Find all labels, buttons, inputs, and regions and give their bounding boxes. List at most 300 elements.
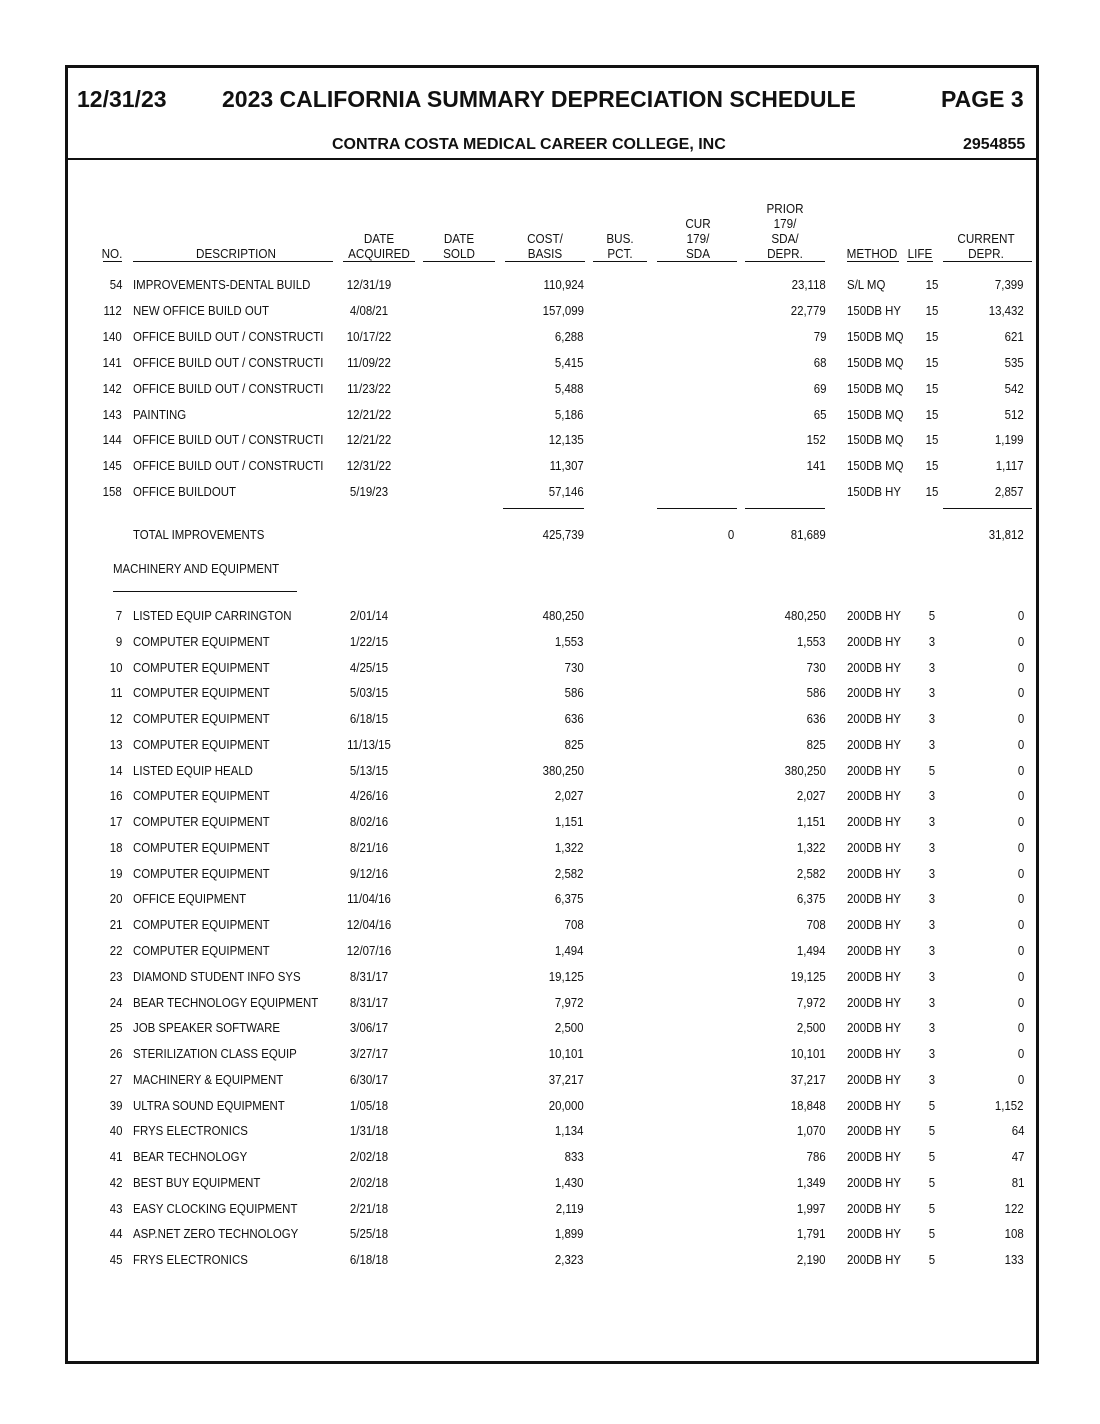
asset-number: 142: [102, 380, 122, 396]
current-depreciation: 81: [1011, 1174, 1024, 1190]
date-acquired: 9/12/16: [349, 865, 389, 881]
asset-life: 3: [928, 968, 936, 984]
cost-basis: 1,430: [555, 1174, 584, 1190]
prior-depreciation: 1,349: [797, 1174, 826, 1190]
prior-depreciation: 23,118: [791, 277, 826, 292]
prior-depreciation: 825: [806, 736, 826, 752]
prior-depreciation: 708: [806, 917, 826, 933]
column-header-underline: [657, 261, 737, 262]
asset-number: 18: [109, 839, 122, 855]
cost-basis: 636: [564, 711, 584, 727]
subtotal-line: [745, 508, 825, 509]
current-depreciation: 0: [1017, 1020, 1024, 1036]
date-acquired: 8/21/16: [349, 839, 389, 855]
depreciation-method: 200DB HY: [847, 1200, 902, 1216]
asset-number: 21: [109, 917, 122, 933]
prior-depreciation: 1,070: [797, 1123, 826, 1139]
asset-number: 40: [109, 1123, 122, 1139]
asset-life: 3: [928, 814, 936, 830]
asset-life: 3: [928, 839, 936, 855]
date-acquired: 6/18/18: [349, 1252, 389, 1268]
asset-life: 3: [928, 788, 936, 804]
cost-basis: 20,000: [549, 1097, 584, 1113]
asset-life: 3: [928, 685, 936, 701]
current-depreciation: 535: [1004, 354, 1024, 370]
date-acquired: 4/08/21: [349, 302, 389, 318]
asset-life: 3: [928, 943, 936, 958]
current-depreciation: 0: [1017, 943, 1024, 958]
cost-basis: 6,288: [555, 328, 584, 344]
asset-life: 3: [928, 891, 936, 907]
depreciation-method: 150DB HY: [847, 484, 902, 500]
depreciation-method: 150DB MQ: [847, 354, 904, 370]
asset-description: OFFICE BUILD OUT / CONSTRUCTI: [133, 458, 324, 474]
page-title: 2023 CALIFORNIA SUMMARY DEPRECIATION SCHEDULE: [222, 86, 856, 112]
current-depreciation: 0: [1017, 711, 1024, 727]
date-acquired: 2/21/18: [349, 1200, 389, 1216]
cost-basis: 10,101: [549, 1046, 584, 1062]
asset-number: 27: [109, 1071, 122, 1087]
current-depreciation: 0: [1017, 788, 1024, 804]
cost-basis: 1,494: [555, 943, 584, 958]
cost-basis: 833: [564, 1149, 584, 1165]
asset-life: 15: [925, 432, 939, 448]
depreciation-method: 200DB HY: [847, 736, 902, 752]
asset-number: 141: [102, 354, 122, 370]
date-acquired: 11/23/22: [347, 380, 391, 396]
asset-life: 3: [928, 633, 936, 649]
prior-depreciation: 141: [806, 458, 826, 474]
prior-depreciation: 480,250: [784, 608, 826, 623]
date-acquired: 11/13/15: [347, 736, 391, 752]
prior-depreciation: 2,582: [797, 865, 826, 881]
date-acquired: 8/31/17: [349, 994, 389, 1010]
depreciation-method: 150DB MQ: [847, 380, 904, 396]
date-acquired: 5/13/15: [349, 762, 389, 778]
depreciation-method: 150DB MQ: [847, 458, 904, 474]
cost-basis: 1,134: [555, 1123, 584, 1139]
asset-life: 3: [928, 659, 936, 675]
asset-description: OFFICE EQUIPMENT: [133, 891, 247, 907]
asset-life: 5: [928, 1149, 936, 1165]
subtotal-line: [943, 508, 1032, 509]
current-depreciation: 0: [1017, 1071, 1024, 1087]
asset-life: 15: [925, 302, 939, 318]
asset-number: 158: [102, 484, 122, 500]
current-depreciation: 1,152: [995, 1097, 1024, 1113]
company-id: 2954855: [963, 136, 1026, 153]
asset-number: 20: [109, 891, 122, 907]
depreciation-method: 200DB HY: [847, 685, 902, 701]
prior-depreciation: 22,779: [791, 302, 826, 318]
prior-depreciation: 10,101: [791, 1046, 826, 1062]
cost-basis: 19,125: [549, 968, 584, 984]
current-depreciation: 0: [1017, 685, 1024, 701]
asset-description: FRYS ELECTRONICS: [133, 1252, 248, 1268]
date-acquired: 12/21/22: [346, 406, 392, 422]
column-header-life: LIFE: [907, 246, 933, 261]
asset-life: 5: [928, 1097, 936, 1113]
asset-description: COMPUTER EQUIPMENT: [133, 865, 270, 881]
asset-description: OFFICE BUILD OUT / CONSTRUCTI: [133, 432, 324, 448]
prior-depreciation: 636: [806, 711, 826, 727]
asset-life: 3: [928, 1020, 936, 1036]
current-depreciation: 0: [1017, 968, 1024, 984]
asset-life: 15: [925, 380, 939, 396]
asset-life: 5: [928, 1200, 936, 1216]
column-header-date-acquired: DATE ACQUIRED: [348, 231, 410, 261]
asset-description: COMPUTER EQUIPMENT: [133, 659, 270, 675]
date-acquired: 5/19/23: [349, 484, 389, 500]
asset-description: COMPUTER EQUIPMENT: [133, 917, 270, 933]
column-header-cur-179: CUR 179/ SDA: [685, 216, 711, 261]
asset-description: BEAR TECHNOLOGY EQUIPMENT: [133, 994, 319, 1010]
column-header-underline: [505, 261, 585, 262]
cost-basis: 380,250: [542, 762, 584, 778]
column-header-underline: [907, 261, 933, 262]
cost-basis: 1,151: [555, 814, 584, 830]
date-acquired: 8/31/17: [349, 968, 389, 984]
depreciation-method: 150DB HY: [847, 302, 902, 318]
current-depreciation: 0: [1017, 917, 1024, 933]
subtotal-line: [503, 508, 584, 509]
asset-life: 3: [928, 736, 936, 752]
prior-depreciation: 1,997: [797, 1200, 826, 1216]
asset-description: COMPUTER EQUIPMENT: [133, 814, 270, 830]
asset-description: OFFICE BUILDOUT: [133, 484, 236, 500]
asset-life: 15: [925, 484, 939, 500]
date-acquired: 1/22/15: [349, 633, 389, 649]
date-acquired: 12/31/19: [346, 277, 392, 292]
depreciation-method: 200DB HY: [847, 633, 902, 649]
depreciation-method: 200DB HY: [847, 1046, 902, 1062]
asset-description: OFFICE BUILD OUT / CONSTRUCTI: [133, 328, 324, 344]
section-heading-underline: [113, 591, 297, 592]
depreciation-method: 150DB MQ: [847, 432, 904, 448]
column-header-no: NO.: [101, 246, 123, 261]
date-acquired: 3/06/17: [349, 1020, 389, 1036]
column-header-underline: [133, 261, 333, 262]
cost-basis: 5,186: [555, 406, 584, 422]
asset-number: 9: [115, 633, 122, 649]
prior-depreciation: 2,027: [797, 788, 826, 804]
asset-number: 11: [110, 685, 122, 701]
asset-life: 3: [928, 994, 936, 1010]
date-acquired: 5/03/15: [349, 685, 389, 701]
depreciation-method: S/L MQ: [847, 277, 886, 292]
cost-basis: 1,322: [555, 839, 584, 855]
prior-depreciation: 2,500: [797, 1020, 826, 1036]
prior-depreciation: 2,190: [797, 1252, 826, 1268]
asset-description: PAINTING: [133, 406, 187, 422]
asset-description: COMPUTER EQUIPMENT: [133, 839, 270, 855]
asset-description: COMPUTER EQUIPMENT: [133, 736, 270, 752]
asset-number: 14: [109, 762, 122, 778]
current-depreciation: 13,432: [989, 302, 1024, 318]
schedule-date: 12/31/23: [77, 86, 167, 112]
date-acquired: 1/31/18: [349, 1123, 389, 1139]
depreciation-method: 200DB HY: [847, 1174, 902, 1190]
column-header-underline: [943, 261, 1032, 262]
current-depreciation: 47: [1011, 1149, 1024, 1165]
asset-life: 5: [928, 1226, 936, 1242]
current-depreciation: 0: [1017, 608, 1024, 623]
total-cur-179: 0: [727, 527, 734, 542]
current-depreciation: 512: [1004, 406, 1024, 422]
depreciation-method: 200DB HY: [847, 891, 902, 907]
asset-number: 54: [109, 277, 122, 292]
date-acquired: 10/17/22: [346, 328, 392, 344]
asset-number: 143: [102, 406, 122, 422]
section-heading-machinery: MACHINERY AND EQUIPMENT: [113, 561, 280, 576]
asset-number: 25: [109, 1020, 122, 1036]
cost-basis: 586: [564, 685, 584, 701]
depreciation-method: 200DB HY: [847, 1149, 902, 1165]
asset-number: 45: [109, 1252, 122, 1268]
asset-life: 3: [928, 1046, 936, 1062]
depreciation-method: 200DB HY: [847, 865, 902, 881]
asset-life: 5: [928, 762, 936, 778]
depreciation-method: 200DB HY: [847, 788, 902, 804]
date-acquired: 12/07/16: [346, 943, 392, 958]
prior-depreciation: 79: [813, 328, 826, 344]
date-acquired: 11/04/16: [347, 891, 391, 907]
company-name: CONTRA COSTA MEDICAL CAREER COLLEGE, INC: [332, 136, 726, 153]
asset-description: COMPUTER EQUIPMENT: [133, 685, 270, 701]
cost-basis: 12,135: [549, 432, 584, 448]
asset-description: OFFICE BUILD OUT / CONSTRUCTI: [133, 380, 324, 396]
prior-depreciation: 68: [813, 354, 826, 370]
depreciation-method: 200DB HY: [847, 711, 902, 727]
asset-life: 15: [925, 354, 939, 370]
cost-basis: 6,375: [555, 891, 584, 907]
column-header-underline: [593, 261, 647, 262]
asset-life: 5: [928, 608, 936, 623]
depreciation-method: 200DB HY: [847, 994, 902, 1010]
column-header-date-sold: DATE SOLD: [443, 231, 475, 261]
asset-number: 16: [109, 788, 122, 804]
current-depreciation: 0: [1017, 891, 1024, 907]
date-acquired: 4/25/15: [349, 659, 389, 675]
current-depreciation: 0: [1017, 659, 1024, 675]
prior-depreciation: 786: [806, 1149, 826, 1165]
column-header-underline: [847, 261, 899, 262]
depreciation-method: 200DB HY: [847, 1071, 902, 1087]
date-acquired: 12/31/22: [346, 458, 392, 474]
asset-description: BEST BUY EQUIPMENT: [133, 1174, 261, 1190]
asset-description: EASY CLOCKING EQUIPMENT: [133, 1200, 298, 1216]
asset-number: 19: [109, 865, 122, 881]
header-divider: [68, 158, 1036, 160]
asset-number: 12: [109, 711, 122, 727]
asset-number: 17: [109, 814, 122, 830]
depreciation-method: 200DB HY: [847, 917, 902, 933]
column-header-underline: [745, 261, 825, 262]
prior-depreciation: 1,151: [797, 814, 826, 830]
current-depreciation: 542: [1004, 380, 1024, 396]
cost-basis: 825: [564, 736, 584, 752]
asset-description: LISTED EQUIP HEALD: [133, 762, 253, 778]
column-header-underline: [343, 261, 415, 262]
current-depreciation: 0: [1017, 762, 1024, 778]
date-acquired: 5/25/18: [349, 1226, 389, 1242]
asset-life: 15: [925, 277, 939, 292]
asset-life: 15: [925, 328, 939, 344]
cost-basis: 708: [564, 917, 584, 933]
depreciation-method: 200DB HY: [847, 1252, 902, 1268]
current-depreciation: 1,117: [996, 458, 1024, 474]
asset-description: LISTED EQUIP CARRINGTON: [133, 608, 292, 623]
prior-depreciation: 7,972: [797, 994, 826, 1010]
current-depreciation: 0: [1017, 633, 1024, 649]
current-depreciation: 0: [1017, 814, 1024, 830]
depreciation-method: 200DB HY: [847, 968, 902, 984]
date-acquired: 8/02/16: [349, 814, 389, 830]
column-header-description: DESCRIPTION: [196, 246, 276, 261]
depreciation-method: 200DB HY: [847, 1226, 902, 1242]
current-depreciation: 0: [1017, 736, 1024, 752]
current-depreciation: 108: [1004, 1226, 1024, 1242]
date-acquired: 4/26/16: [349, 788, 389, 804]
depreciation-method: 200DB HY: [847, 1097, 902, 1113]
current-depreciation: 0: [1017, 1046, 1024, 1062]
asset-description: ASP.NET ZERO TECHNOLOGY: [133, 1226, 299, 1242]
prior-depreciation: 19,125: [791, 968, 826, 984]
prior-depreciation: 1,553: [797, 633, 826, 649]
depreciation-method: 200DB HY: [847, 1123, 902, 1139]
depreciation-method: 150DB MQ: [847, 406, 904, 422]
asset-description: COMPUTER EQUIPMENT: [133, 711, 270, 727]
cost-basis: 1,553: [555, 633, 584, 649]
prior-depreciation: 152: [806, 432, 826, 448]
asset-description: COMPUTER EQUIPMENT: [133, 788, 270, 804]
date-acquired: 3/27/17: [349, 1046, 389, 1062]
prior-depreciation: 37,217: [791, 1071, 826, 1087]
current-depreciation: 1,199: [995, 432, 1024, 448]
cost-basis: 2,119: [556, 1200, 584, 1216]
total-prior-depreciation: 81,689: [791, 527, 826, 542]
subtotal-line: [657, 508, 737, 509]
prior-depreciation: 586: [806, 685, 826, 701]
depreciation-method: 200DB HY: [847, 943, 902, 958]
date-acquired: 2/02/18: [349, 1149, 389, 1165]
column-header-method: METHOD: [846, 246, 898, 261]
prior-depreciation: 69: [813, 380, 826, 396]
prior-depreciation: 1,791: [797, 1226, 826, 1242]
cost-basis: 1,899: [555, 1226, 584, 1242]
depreciation-method: 200DB HY: [847, 659, 902, 675]
date-acquired: 11/09/22: [347, 354, 391, 370]
cost-basis: 110,924: [543, 277, 584, 292]
asset-life: 5: [928, 1174, 936, 1190]
cost-basis: 37,217: [549, 1071, 584, 1087]
asset-number: 23: [109, 968, 122, 984]
current-depreciation: 0: [1017, 839, 1024, 855]
asset-description: MACHINERY & EQUIPMENT: [133, 1071, 284, 1087]
cost-basis: 5,415: [555, 354, 584, 370]
asset-number: 112: [103, 302, 122, 318]
asset-description: FRYS ELECTRONICS: [133, 1123, 248, 1139]
date-acquired: 2/01/14: [349, 608, 389, 623]
current-depreciation: 0: [1017, 994, 1024, 1010]
total-improvements-label: TOTAL IMPROVEMENTS: [133, 527, 265, 542]
current-depreciation: 122: [1004, 1200, 1024, 1216]
current-depreciation: 0: [1017, 865, 1024, 881]
asset-number: 44: [109, 1226, 122, 1242]
asset-life: 15: [925, 406, 939, 422]
column-header-bus-pct: BUS. PCT.: [606, 231, 634, 261]
depreciation-method: 200DB HY: [847, 762, 902, 778]
asset-number: 13: [109, 736, 122, 752]
prior-depreciation: 18,848: [791, 1097, 826, 1113]
asset-description: COMPUTER EQUIPMENT: [133, 943, 270, 958]
asset-life: 3: [928, 711, 936, 727]
asset-description: IMPROVEMENTS-DENTAL BUILD: [133, 277, 311, 292]
asset-number: 26: [109, 1046, 122, 1062]
cost-basis: 11,307: [549, 458, 584, 474]
depreciation-method: 200DB HY: [847, 1020, 902, 1036]
prior-depreciation: 380,250: [784, 762, 826, 778]
asset-number: 42: [109, 1174, 122, 1190]
date-acquired: 6/30/17: [349, 1071, 389, 1087]
depreciation-method: 200DB HY: [847, 608, 902, 623]
date-acquired: 12/04/16: [346, 917, 392, 933]
cost-basis: 2,582: [555, 865, 584, 881]
current-depreciation: 133: [1004, 1252, 1024, 1268]
asset-life: 15: [925, 458, 939, 474]
asset-description: BEAR TECHNOLOGY: [133, 1149, 248, 1165]
asset-description: DIAMOND STUDENT INFO SYS: [133, 968, 301, 984]
cost-basis: 730: [564, 659, 584, 675]
asset-number: 24: [109, 994, 122, 1010]
asset-number: 43: [109, 1200, 122, 1216]
asset-number: 41: [109, 1149, 122, 1165]
current-depreciation: 2,857: [995, 484, 1024, 500]
column-header-underline: [103, 261, 122, 262]
asset-number: 140: [102, 328, 122, 344]
column-header-prior-179: PRIOR 179/ SDA/ DEPR.: [766, 201, 804, 261]
asset-number: 39: [109, 1097, 122, 1113]
asset-life: 3: [928, 1071, 936, 1087]
current-depreciation: 621: [1004, 328, 1024, 344]
asset-number: 10: [109, 659, 122, 675]
depreciation-method: 150DB MQ: [847, 328, 904, 344]
cost-basis: 2,323: [555, 1252, 584, 1268]
asset-description: COMPUTER EQUIPMENT: [133, 633, 270, 649]
date-acquired: 6/18/15: [349, 711, 389, 727]
prior-depreciation: 65: [813, 406, 826, 422]
date-acquired: 2/02/18: [349, 1174, 389, 1190]
date-acquired: 1/05/18: [349, 1097, 389, 1113]
depreciation-method: 200DB HY: [847, 814, 902, 830]
asset-life: 3: [928, 865, 936, 881]
cost-basis: 157,099: [542, 302, 584, 318]
asset-number: 22: [109, 943, 122, 958]
total-current-depreciation: 31,812: [989, 527, 1024, 542]
page-number: PAGE 3: [941, 86, 1024, 112]
cost-basis: 480,250: [542, 608, 584, 623]
asset-life: 5: [928, 1123, 936, 1139]
column-header-cost-basis: COST/ BASIS: [527, 231, 563, 261]
cost-basis: 57,146: [549, 484, 584, 500]
column-header-underline: [423, 261, 495, 262]
prior-depreciation: 1,322: [797, 839, 826, 855]
asset-description: OFFICE BUILD OUT / CONSTRUCTI: [133, 354, 324, 370]
current-depreciation: 7,399: [995, 277, 1024, 292]
asset-number: 144: [102, 432, 122, 448]
asset-number: 7: [115, 608, 122, 623]
asset-number: 145: [102, 458, 122, 474]
